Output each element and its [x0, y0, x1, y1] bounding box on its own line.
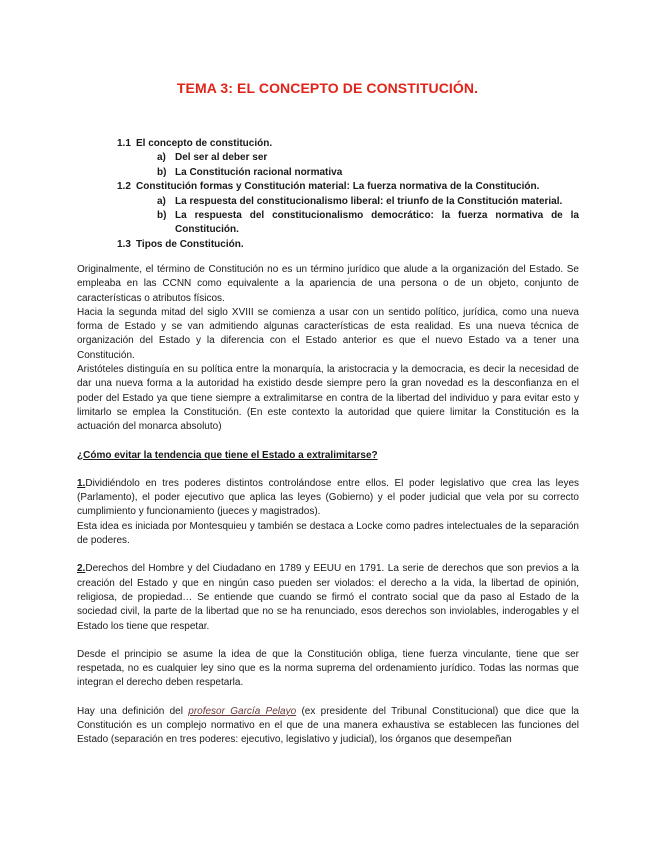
table-of-contents	[117, 137, 579, 252]
toc-subsection-1b	[117, 166, 579, 180]
point-number: 2.	[77, 563, 86, 575]
paragraph-point-1	[77, 477, 579, 520]
paragraph-garcia-pelayo	[77, 705, 579, 748]
toc-section-number: 1.2	[117, 181, 131, 193]
toc-section-number: 1.1	[117, 138, 131, 149]
toc-subsection-title: Del ser al deber ser	[175, 152, 268, 164]
toc-subsection-title: La respuesta del constitucionalismo democrático: la fuerza normativa de la Constitución.	[175, 210, 579, 236]
paragraph-point-2	[77, 562, 579, 633]
toc-section-number: 1.3	[117, 238, 131, 250]
point-text: Dividiéndolo en tres poderes distintos controlándose entre ellos. El poder legislativo que crea las leyes (Parlamento), el poder ejecutivo que aplica las leyes (Gobierno) y el poder judicial que vela por su correcto cumplimiento y funcionamiento (jueces y magistrados).	[77, 477, 579, 518]
author-reference: profesor García Pelayo	[188, 705, 297, 717]
paragraph-origin: Originalmente, el término de Constitución no es un término jurídico que alude a la organización del Estado. Se empleaba en las CCNN como equivalente a la apariencia de una persona o de un objeto, conjunto de características o atributos físicos.	[77, 264, 579, 304]
toc-section-title: Constitución formas y Constitución material: La fuerza normativa de la Constitución.	[136, 181, 540, 193]
toc-subsection-title: La respuesta del constitucionalismo liberal: el triunfo de la Constitución material.	[175, 195, 563, 207]
toc-subsection-letter: b)	[157, 210, 167, 222]
text-fragment: (ex presidente del Tribunal Constitucional) que dice que la Constitución es un complejo normativo en el que de una manera exhaustiva se establecen las funciones del Estado (separación en tres poderes: ejecutivo, legislativo y judicial), los órganos que desempeñan	[77, 705, 579, 746]
toc-subsection-letter: a)	[157, 195, 166, 207]
paragraph-binding-force: Desde el principio se asume la idea de que la Constitución obliga, tiene fuerza vinculante, tiene que ser respetada, no es cualquier ley sino que es la norma suprema del ordenamiento jurídico. Todas las normas que integran el derecho deben respetarla.	[77, 648, 579, 689]
toc-subsection-title: La Constitución racional normativa	[175, 166, 343, 178]
point-number: 1.	[77, 477, 86, 489]
page-title: TEMA 3: EL CONCEPTO DE CONSTITUCIÓN.	[176, 80, 479, 96]
text-fragment: Hay una definición del	[77, 705, 189, 717]
toc-subsection-letter: b)	[157, 166, 167, 178]
paragraph-aristotle: Aristóteles distinguía en su política entre la monarquía, la aristocracia y la democracia, es decir la necesidad de dar una nueva forma a la autoridad ha existido desde siempre pero la gran novedad es la desconfianza en el poder del Estado ya que tiene siempre a extralimitarse en contra de la libertad del individuo y para evitar esto y limitarlo se emplea la Constitución. (En este contexto la autoridad que quiere limitar la Constitución es la actuación del monarca absoluto)	[77, 364, 579, 433]
toc-section-title: Tipos de Constitución.	[136, 238, 244, 250]
toc-section-3	[117, 238, 579, 252]
question-text: ¿Cómo evitar la tendencia que tiene el Estado a extralimitarse?	[77, 449, 378, 461]
toc-section-title: El concepto de constitución.	[136, 138, 273, 149]
paragraph-montesquieu: Esta idea es iniciada por Montesquieu y también se destaca a Locke como padres intelectuales de la separación de poderes.	[77, 520, 579, 547]
paragraph-xviii-century: Hacia la segunda mitad del siglo XVIII se comienza a usar con un sentido político, jurídica, como una nueva forma de Estado y se van admitiendo algunas características de esta realidad. Es una nueva técnica de organización del Estado y la diferencia con el Estado anterior es que el nuevo Estado va a tener una Constitución.	[77, 306, 579, 361]
toc-section-2	[117, 180, 579, 194]
toc-section-1	[117, 137, 579, 151]
point-text: Derechos del Hombre y del Ciudadano en 1789 y EEUU en 1791. La serie de derechos que son previos a la creación del Estado y que en ningún caso pueden ser violados: el derecho a la vida, la libertad de opinión, religiosa, de propiedad… Se entiende que cuando se firmó el contrato social que da paso al Estado de la sociedad civil, la parte de la libertad que no se ha renunciado, esos derechos son inviolables, inderogables y el Estado los tiene que respetar.	[77, 563, 579, 632]
toc-subsection-letter: a)	[157, 152, 166, 164]
question-heading	[77, 449, 579, 463]
toc-subsection-2b	[117, 209, 579, 238]
toc-subsection-1a	[117, 151, 579, 165]
toc-subsection-2a	[117, 195, 579, 209]
document-body	[77, 263, 579, 748]
